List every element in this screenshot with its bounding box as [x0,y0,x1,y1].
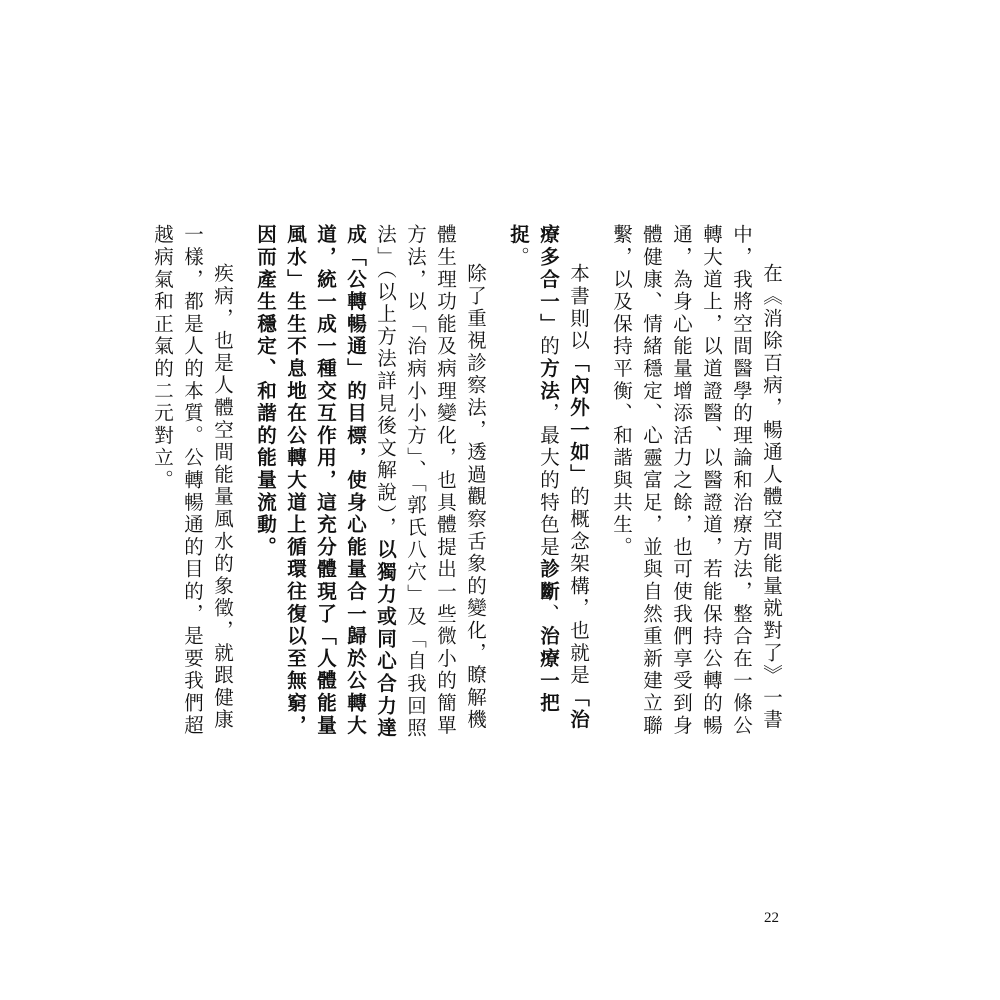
paragraph-3 [250,224,490,744]
paragraph-4 [147,224,237,744]
paragraph-3-run-1: 除了重視診察法，透過觀察舌象的變化，瞭解機體生理功能及病理變化，也具體提出一些微小的簡單方法，以「治病小小方」、「郭氏八穴」及「自我回照法」（以上方法詳見後文解說）， [374,224,487,740]
paragraph-2-run-1: 本書則以 [567,263,590,353]
paragraph-3-run-2-bold: 以獨力或同心合力達成「公轉暢通」的目標，使身心能量合一歸於公轉大道，統一成一種交互作用，這充分體現了「人體能量風水」生生不息地在公轉大道上循環往復以至無窮，因而產生穩定、和諧的能量流動。 [254,224,397,740]
paragraph-2-run-3: 的概念架構，也就是 [567,486,590,687]
vertical-text-body [147,224,786,744]
paragraph-2 [503,224,593,744]
paragraph-2-run-11: 。 [507,246,530,269]
paragraph-2-run-5: 的 [537,335,560,358]
paragraph-2-run-7: ，最大的特色是 [537,402,560,559]
paragraph-2-run-4-bold: 「治療多合一」 [537,224,590,732]
paragraph-2-run-2-bold: 「內外一如」 [567,352,590,487]
paragraph-2-run-10-bold: 治療一把捉 [507,224,560,715]
page-number: 22 [764,910,779,926]
paragraph-2-run-8-bold: 診斷 [537,558,560,604]
paragraph-1 [606,224,786,744]
paragraph-4-text: 疾病，也是人體空間能量風水的象徵，就跟健康一樣，都是人的本質。公轉暢通的目的，是要我們超越病氣和正氣的二元對立。 [151,224,234,737]
paragraph-1-text: 在《消除百病，暢通人體空間能量就對了》一書中，我將空間醫學的理論和治療方法，整合在一條公轉大道上，以道證醫、以醫證道，若能保持公轉的暢通，為身心能量增添活力之餘，也可使我們享受到身體健康、情緒穩定、心靈富足，並與自然重新建立聯繫，以及保持平衡、和諧與共生。 [610,224,783,737]
paragraph-2-run-9: 、 [537,603,560,626]
paragraph-2-run-6-bold: 方法 [537,357,560,403]
